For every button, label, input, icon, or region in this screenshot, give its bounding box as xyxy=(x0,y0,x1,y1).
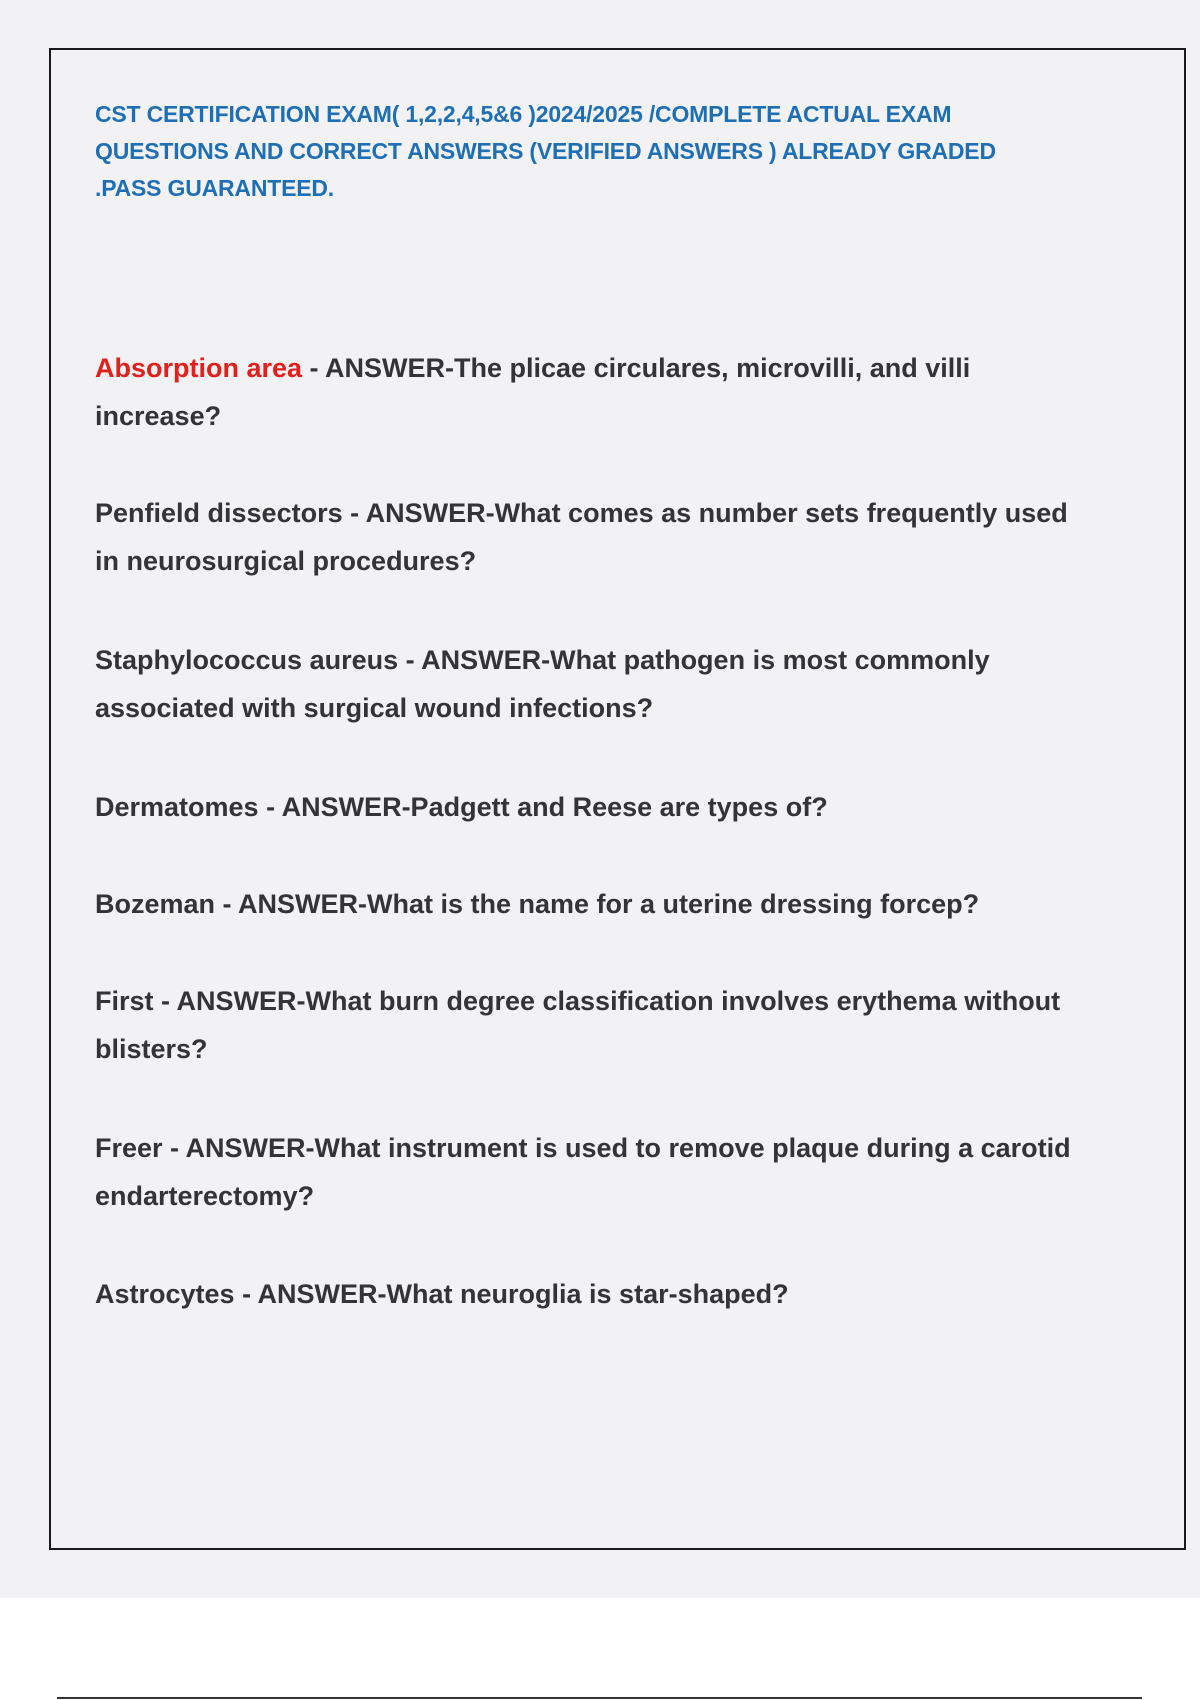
qa-answer: - ANSWER-What is the name for a uterine dressing forcep? xyxy=(215,889,980,919)
qa-item-bozeman xyxy=(95,880,1085,928)
qa-answer: - ANSWER-What neuroglia is star-shaped? xyxy=(234,1279,789,1309)
qa-answer: - ANSWER-The plicae circulares, microvilli, and villi increase? xyxy=(95,353,971,431)
qa-item-astrocytes xyxy=(95,1270,1085,1318)
footer-divider xyxy=(57,1697,1142,1699)
qa-term: Penfield dissectors xyxy=(95,498,343,528)
qa-item-dermatomes xyxy=(95,783,1085,831)
qa-item-freer xyxy=(95,1124,1085,1220)
qa-answer: - ANSWER-What pathogen is most commonly associated with surgical wound infections? xyxy=(95,645,990,723)
qa-item-absorption-area xyxy=(95,344,1085,440)
qa-term: Absorption area xyxy=(95,353,303,383)
qa-term: First xyxy=(95,986,154,1016)
qa-term: Freer xyxy=(95,1133,163,1163)
qa-term: Bozeman xyxy=(95,889,216,919)
qa-term: Dermatomes xyxy=(95,792,259,822)
qa-term: Astrocytes xyxy=(95,1279,235,1309)
qa-item-penfield-dissectors xyxy=(95,489,1085,585)
qa-item-staphylococcus-aureus xyxy=(95,636,1085,732)
qa-term: Staphylococcus aureus xyxy=(95,645,399,675)
qa-answer: - ANSWER-Padgett and Reese are types of? xyxy=(258,792,828,822)
document-title: CST CERTIFICATION EXAM( 1,2,2,4,5&6 )2024/2025 /COMPLETE ACTUAL EXAM QUESTIONS AND CORRECT ANSWERS (VERIFIED ANSWERS ) ALREADY GRADED .PASS GUARANTEED. xyxy=(95,101,996,201)
qa-answer: - ANSWER-What instrument is used to remove plaque during a carotid endarterectomy? xyxy=(95,1133,1071,1211)
qa-answer: - ANSWER-What burn degree classification involves erythema without blisters? xyxy=(95,986,1061,1064)
qa-answer: - ANSWER-What comes as number sets frequently used in neurosurgical procedures? xyxy=(95,498,1068,576)
qa-item-first xyxy=(95,977,1085,1073)
